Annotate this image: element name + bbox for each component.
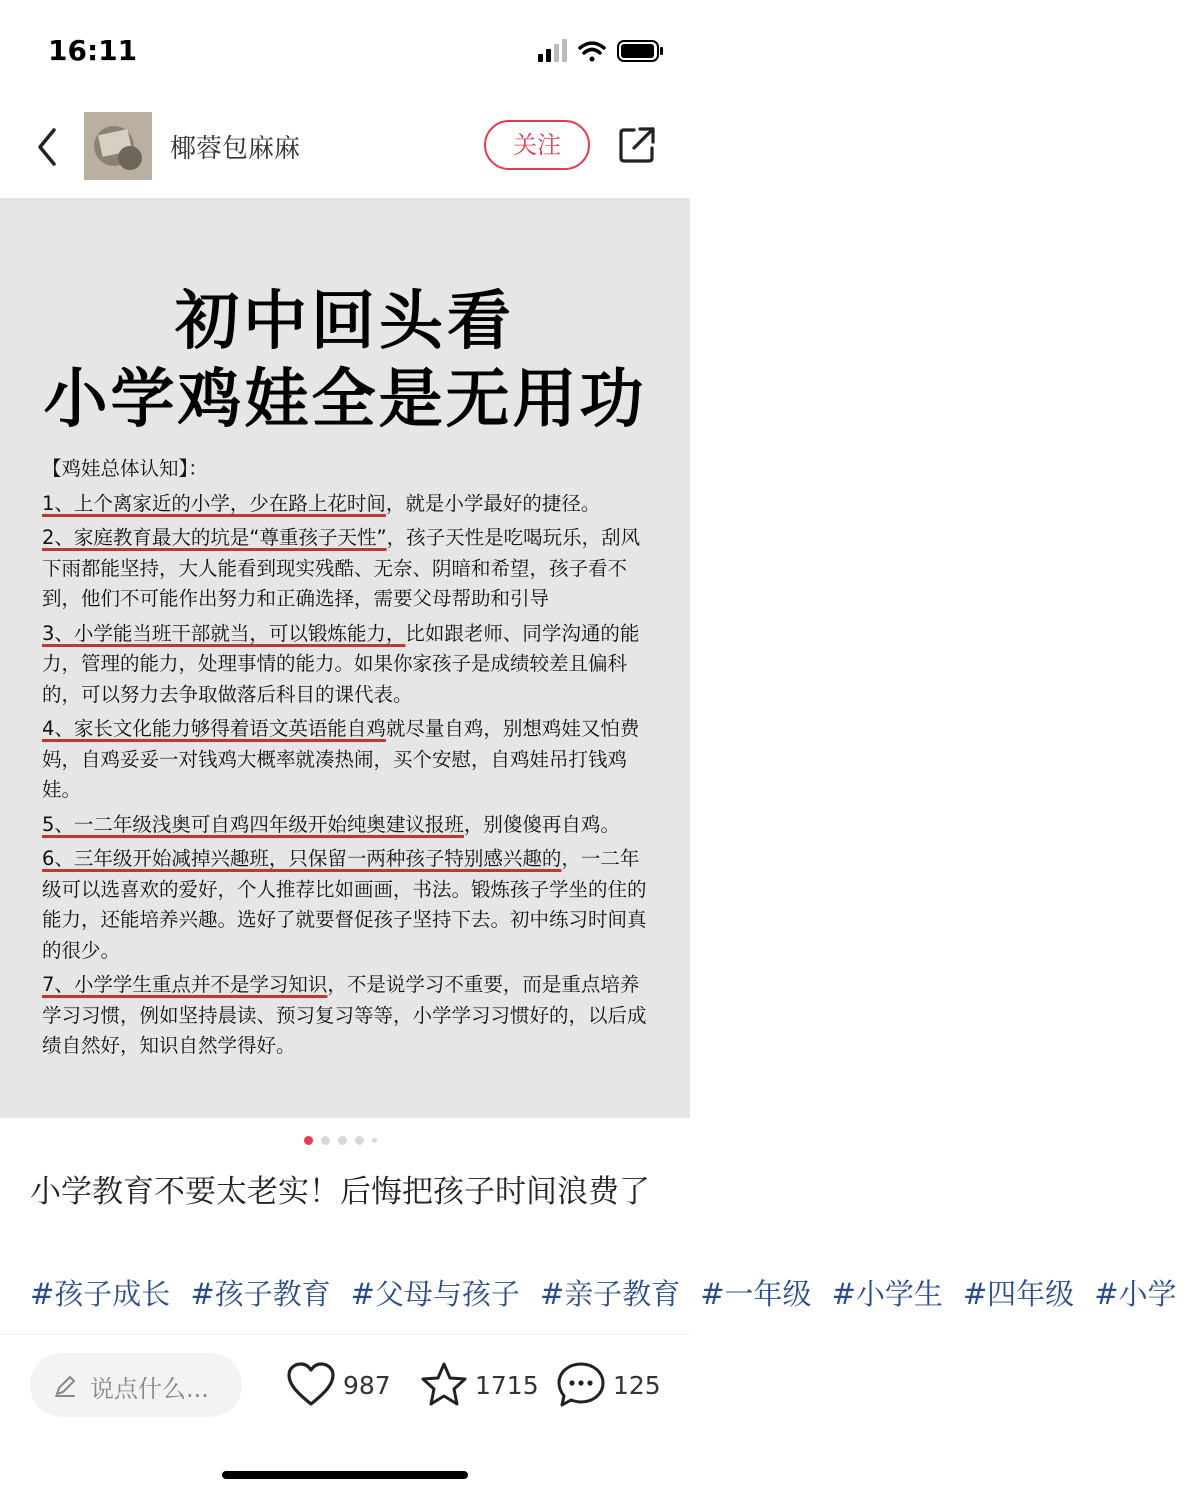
post-title: 小学教育不要太老实！后悔把孩子时间浪费了: [30, 1174, 650, 1210]
comment-icon: [556, 1361, 606, 1409]
battery-icon: [618, 41, 663, 61]
item-highlight: 6、三年级开始减掉兴趣班，只保留一两种孩子特别感兴趣的: [42, 847, 562, 870]
item-highlight: 4、家长文化能力够得着语文英语能自鸡: [42, 717, 386, 740]
tag[interactable]: #亲子教育: [539, 1277, 681, 1311]
image-item-5: [42, 810, 654, 841]
carousel-dot: [321, 1136, 330, 1145]
post-header: [0, 100, 690, 198]
tag[interactable]: #孩子成长: [30, 1277, 171, 1311]
home-indicator[interactable]: [222, 1471, 468, 1479]
like-count: 987: [343, 1371, 391, 1400]
carousel-dot: [338, 1136, 347, 1145]
item-highlight: 5、一二年级浅奥可自鸡四年级开始纯奥建议报班: [42, 812, 464, 836]
avatar[interactable]: [84, 112, 152, 180]
image-item-7: [42, 970, 654, 1062]
image-body: [42, 454, 654, 1062]
item-highlight: 2、家庭教育最大的坑是“尊重孩子天性”: [42, 526, 387, 549]
item-text: ，一二年级可以选喜欢的爱好，个人推荐比如画画，书法。锻炼孩子学坐的住的能力，还能培养兴趣。选好了就要督促孩子坚持下去。初中练习时间真的很少。: [42, 847, 647, 962]
status-time: 16:11: [48, 34, 138, 67]
image-title-line2: 小学鸡娃全是无用功: [43, 363, 647, 437]
tag[interactable]: #一年级: [700, 1277, 812, 1311]
item-highlight: 1、上个离家近的小学，少在路上花时间: [42, 491, 386, 515]
item-text: 就尽量自鸡，别想鸡娃又怕费妈，自鸡妥妥一对钱鸡大概率就凑热闹，买个安慰，自鸡娃吊打钱鸡娃。: [42, 717, 640, 801]
tag-list: [30, 1272, 1177, 1334]
item-highlight: 7、小学学生重点并不是学习知识: [42, 973, 328, 996]
image-item-3: [42, 619, 654, 711]
image-item-6: [42, 844, 654, 966]
item-text: ，孩子天性是吃喝玩乐，刮风下雨都能坚持，大人能看到现实残酷、无奈、阴暗和希望，孩子看不到，他们不可能作出努力和正确选择，需要父母帮助和引导: [42, 526, 641, 610]
favorite-count: 1715: [475, 1371, 539, 1400]
item-text: ，不是说学习不重要，而是重点培养学习习惯，例如坚持晨读、预习复习等等，小学学习习惯好的，以后成绩自然好，知识自然学得好。: [42, 973, 647, 1057]
item-text: 比如跟老师、同学沟通的能力，管理的能力，处理事情的能力。如果你家孩子是成绩较差且偏科的，可以努力去争取做落后科目的课代表。: [42, 621, 640, 706]
comment-button[interactable]: [556, 1353, 666, 1417]
comment-input[interactable]: [30, 1353, 242, 1417]
status-bar: [0, 0, 690, 100]
follow-button[interactable]: 关注: [484, 120, 590, 170]
comment-placeholder: 说点什么...: [90, 1375, 209, 1403]
carousel-indicator: [0, 1136, 690, 1148]
post-image[interactable]: [0, 198, 690, 1118]
author-name[interactable]: 椰蓉包麻麻: [170, 134, 301, 164]
share-icon[interactable]: [616, 124, 658, 166]
heart-icon: [286, 1362, 336, 1408]
tag[interactable]: #父母与孩子: [350, 1277, 520, 1311]
status-icons: [538, 38, 668, 64]
like-button[interactable]: [286, 1353, 396, 1417]
back-icon[interactable]: [30, 122, 64, 172]
image-heading: 【鸡娃总体认知】：: [42, 457, 208, 480]
image-item-1: [42, 489, 654, 520]
pen-icon: [52, 1373, 78, 1399]
carousel-dot: [304, 1136, 313, 1145]
tag[interactable]: #四年级: [962, 1277, 1075, 1311]
wifi-icon: [580, 43, 604, 62]
image-item-2: [42, 523, 654, 615]
favorite-button[interactable]: [420, 1353, 540, 1417]
tag[interactable]: #孩子教育: [190, 1277, 331, 1311]
star-icon: [420, 1361, 468, 1409]
signal-icon: [538, 39, 567, 62]
image-item-4: [42, 714, 654, 806]
comment-count: 125: [613, 1371, 661, 1400]
tag[interactable]: #小学: [1094, 1277, 1177, 1311]
item-highlight: 3、小学能当班干部就当，可以锻炼能力，: [42, 621, 406, 645]
carousel-dot: [355, 1136, 364, 1145]
item-text: ，别傻傻再自鸡。: [463, 812, 620, 836]
image-title-line1: 初中回头看: [175, 285, 515, 359]
item-text: ，就是小学最好的捷径。: [385, 491, 601, 515]
carousel-dot: [372, 1138, 377, 1143]
tag[interactable]: #小学生: [831, 1277, 943, 1311]
